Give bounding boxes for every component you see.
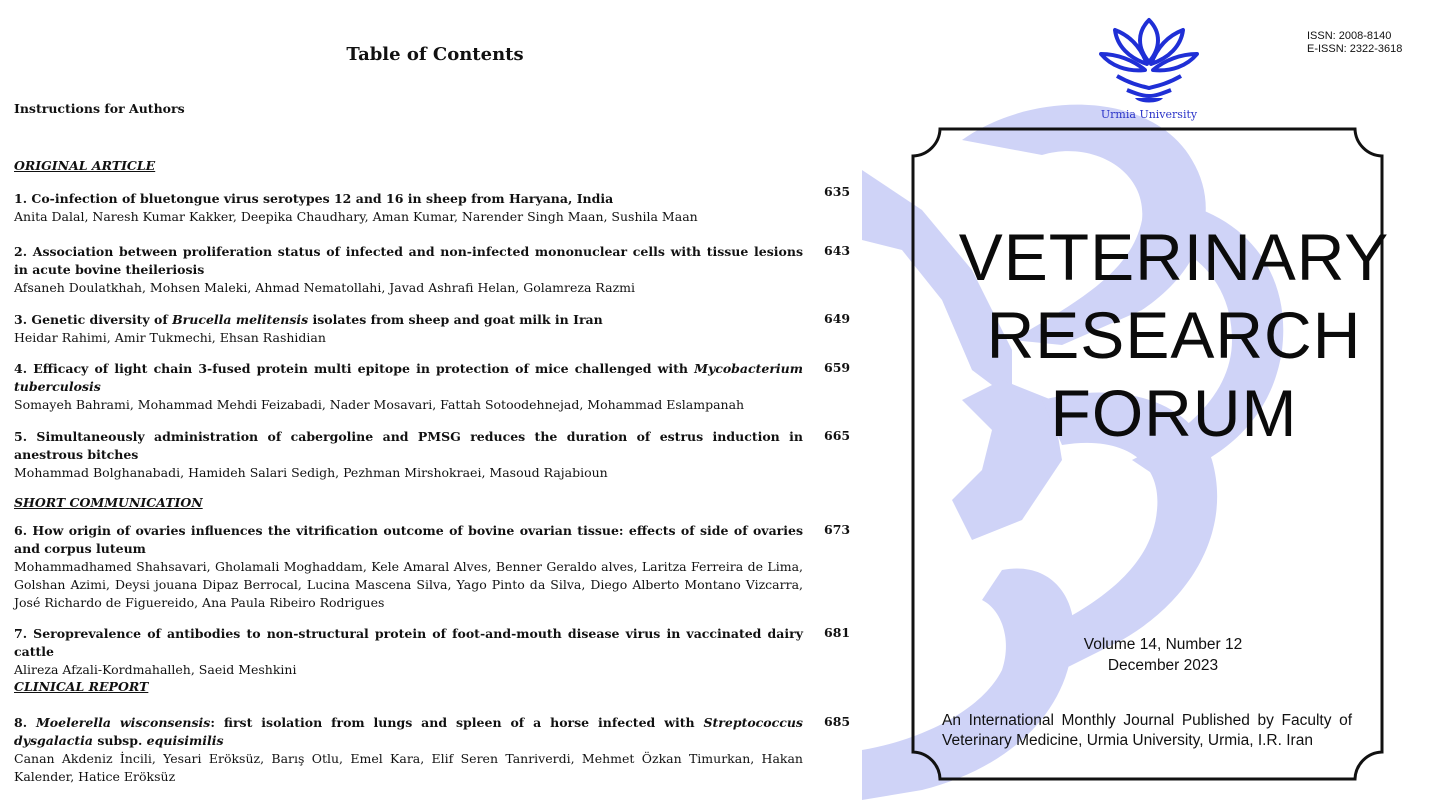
entry-authors: Mohammadhamed Shahsavari, Gholamali Moghaddam, Kele Amaral Alves, Benner Geraldo alves, Laritza Ferreira de Lima, Golshan Azimi, Deysi jouana Dipaz Berrocal, Lucina Mascena Silva, Yago Pinto da Silva, Diego Alberto Montano Vizcarra, José Richardo de Figuereido, Ana Paula Ribeiro Rodrigues (14, 559, 803, 610)
entry-page-number: 685 (824, 714, 851, 729)
volume-number: Volume 14, Number 12 (1083, 636, 1243, 653)
toc-entry-8[interactable] (14, 714, 803, 786)
toc-title: Table of Contents (346, 44, 524, 65)
toc-entry-1[interactable] (14, 190, 803, 226)
issn-block (1307, 30, 1402, 56)
entry-page-number: 643 (824, 243, 851, 258)
journal-description: An International Monthly Journal Published by Faculty of Veterinary Medicine, Urmia University, Urmia, I.R. Iran (942, 712, 1352, 749)
eissn: E-ISSN: 2322-3618 (1307, 43, 1403, 55)
entry-authors: Anita Dalal, Naresh Kumar Kakker, Deepika Chaudhary, Aman Kumar, Narender Singh Maan, Sushila Maan (14, 209, 698, 224)
entry-authors: Heidar Rahimi, Amir Tukmechi, Ehsan Rashidian (14, 330, 326, 345)
entry-title: 1. Co-infection of bluetongue virus serotypes 12 and 16 in sheep from Haryana, India (14, 191, 614, 206)
entry-authors: Somayeh Bahrami, Mohammad Mehdi Feizabadi, Nader Mosavari, Fattah Sotoodehnejad, Mohammad Eslampanah (14, 397, 745, 412)
lotus-icon (1097, 14, 1201, 106)
journal-cover (862, 0, 1437, 805)
entry-page-number: 649 (824, 311, 851, 326)
entry-authors: Afsaneh Doulatkhah, Mohsen Maleki, Ahmad Nematollahi, Javad Ashrafi Helan, Golamreza Razmi (14, 280, 636, 295)
section-original-article: ORIGINAL ARTICLE (14, 158, 156, 173)
entry-page-number: 665 (824, 428, 851, 443)
journal-title-line-1: VETERINARY (958, 220, 1390, 294)
issue-date: December 2023 (1107, 657, 1219, 674)
entry-page-number: 673 (824, 522, 851, 537)
entry-title: 2. Association between proliferation status of infected and non-infected mononuclear cells with tissue lesions in acute bovine theileriosis (14, 244, 803, 277)
issn: ISSN: 2008-8140 (1307, 30, 1392, 42)
entry-title: 3. Genetic diversity of Brucella melitensis isolates from sheep and goat milk in Iran (14, 312, 603, 327)
entry-title: 4. Efficacy of light chain 3-fused protein multi epitope in protection of mice challenged with Mycobacterium tuberculosis (14, 361, 803, 394)
university-name: Urmia University (1100, 108, 1198, 121)
toc-entry-6[interactable] (14, 522, 803, 612)
entry-authors: Alireza Afzali-Kordmahalleh, Saeid Meshkini (14, 662, 297, 677)
toc-entry-4[interactable] (14, 360, 803, 414)
entry-page-number: 635 (824, 184, 851, 199)
university-logo (1094, 14, 1204, 121)
entry-title: 5. Simultaneously administration of cabergoline and PMSG reduces the duration of estrus induction in anestrous bitches (14, 429, 803, 462)
instructions-link[interactable]: Instructions for Authors (14, 101, 185, 116)
entry-authors: Mohammad Bolghanabadi, Hamideh Salari Sedigh, Pezhman Mirshokraei, Masoud Rajabioun (14, 465, 608, 480)
entry-title: 7. Seroprevalence of antibodies to non-structural protein of foot-and-mouth disease virus in vaccinated dairy cattle (14, 626, 803, 659)
section-clinical-report: CLINICAL REPORT (14, 679, 149, 694)
entry-page-number: 659 (824, 360, 851, 375)
journal-title-line-3: FORUM (1050, 376, 1298, 450)
journal-title-line-2: RESEARCH (986, 298, 1362, 372)
toc-entry-2[interactable] (14, 243, 803, 297)
entry-authors: Canan Akdeniz İncili, Yesari Eröksüz, Barış Otlu, Emel Kara, Elif Seren Tanriverdi, Mehmet Özkan Timurkan, Hakan Kalender, Hatice Eröksüz (14, 751, 803, 784)
entry-title: 6. How origin of ovaries influences the vitrification outcome of bovine ovarian tissue: effects of side of ovaries and corpus luteum (14, 523, 803, 556)
toc-entry-5[interactable] (14, 428, 803, 482)
entry-title: 8. Moelerella wisconsensis: first isolation from lungs and spleen of a horse infected with Streptococcus dysgalactia subsp. equisimilis (14, 715, 803, 748)
toc-entry-7[interactable] (14, 625, 803, 679)
entry-page-number: 681 (824, 625, 851, 640)
section-short-communication: SHORT COMMUNICATION (14, 495, 203, 510)
toc-entry-3[interactable] (14, 311, 803, 347)
